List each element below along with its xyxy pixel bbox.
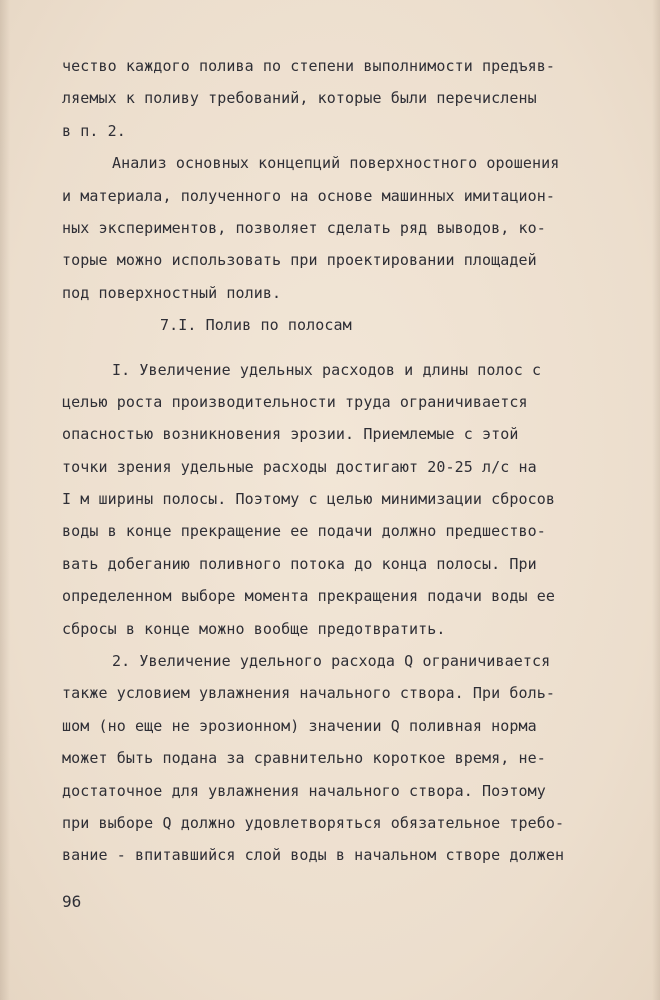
text-line: сбросы в конце можно вообще предотвратить. [62,619,446,638]
page-number: 96 [62,892,82,911]
text-line: I м ширины полосы. Поэтому с целью минимизации сбросов [62,490,556,509]
page-body [62,50,622,872]
text-line: шом (но еще не эрозионном) значении Q поливная норма [62,716,537,735]
text-line: в п. 2. [62,121,126,140]
text-line: чество каждого полива по степени выполнимости предъяв- [62,57,556,75]
text-line: торые можно использовать при проектировании площадей [62,251,537,270]
text-line: может быть подана за сравнительно короткое время, не- [62,749,546,768]
text-line: воды в конце прекращение ее подачи должно предшество- [62,522,546,541]
text-line: также условием увлажнения начального створа. При боль- [62,684,556,703]
text-line: целью роста производительности труда ограничивается [62,392,528,411]
text-line: ных экспериментов, позволяет сделать ряд выводов, ко- [62,218,546,237]
text-line: ляемых к поливу требований, которые были перечислены [62,89,537,108]
text-line: вать добеганию поливного потока до конца полосы. При [62,554,537,573]
text-line: вание - впитавшийся слой воды в начальном створе должен [62,846,565,865]
section-heading: 7.I. Полив по полосам [160,316,352,335]
text-line: достаточное для увлажнения начального створа. Поэтому [62,781,546,800]
text-line: и материала, полученного на основе машинных имитацион- [62,186,556,205]
text-line: Анализ основных концепций поверхностного орошения [112,154,560,173]
paragraph-continuation [62,50,622,147]
paragraph-analysis [62,147,622,309]
item-2 [62,645,622,872]
text-line: опасностью возникновения эрозии. Приемлемые с этой [62,425,519,444]
text-line: определенном выборе момента прекращения подачи воды ее [62,587,556,606]
item-1 [62,354,622,646]
text-line: 2. Увеличение удельного расхода Q ограничивается [112,652,551,671]
text-line: I. Увеличение удельных расходов и длины полос с [112,360,542,379]
text-line: при выборе Q должно удовлетворяться обязательное требо- [62,813,565,832]
text-line: под поверхностный полив. [62,283,282,302]
text-line: точки зрения удельные расходы достигают 20-25 л/с на [62,457,537,476]
